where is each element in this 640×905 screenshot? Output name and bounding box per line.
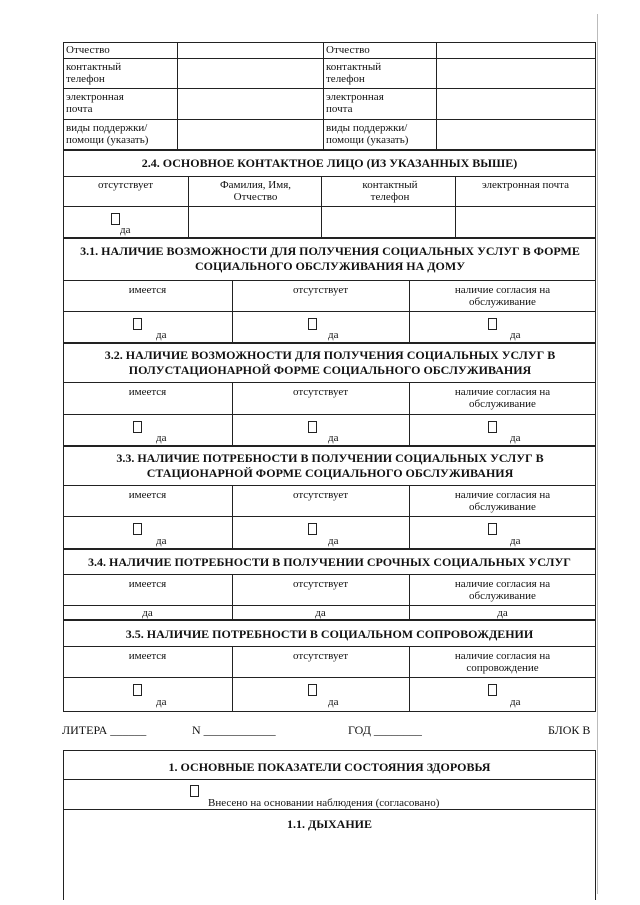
consent-checkbox[interactable] <box>488 523 497 535</box>
col-absent: отсутствует <box>292 284 349 296</box>
phone-label-right: контактный телефон <box>326 61 382 85</box>
yes-label: да <box>328 535 339 547</box>
yes-label: да <box>328 432 339 444</box>
section-3-2-title: 3.2. НАЛИЧИЕ ВОЗМОЖНОСТИ ДЛЯ ПОЛУЧЕНИЯ СОЦИАЛЬНЫХ УСЛУГ В ПОЛУСТАЦИОНАРНОЙ ФОРМЕ СОЦИАЛЬНОГО ОБСЛУЖИВАНИЯ <box>104 348 556 377</box>
col-consent: наличие согласия на обслуживание <box>454 284 551 308</box>
yes-label: да <box>120 224 131 236</box>
absent-checkbox[interactable] <box>308 421 317 433</box>
phone-label-left: контактный телефон <box>66 61 122 85</box>
yes-label: да <box>156 329 167 341</box>
absent-checkbox[interactable] <box>308 523 317 535</box>
consent-checkbox[interactable] <box>488 684 497 696</box>
col-available: имеется <box>128 578 167 590</box>
health-section-title: 1. ОСНОВНЫЕ ПОКАЗАТЕЛИ СОСТОЯНИЯ ЗДОРОВЬЯ <box>168 760 491 774</box>
yes-label: да <box>156 696 167 708</box>
absent-checkbox[interactable] <box>308 684 317 696</box>
observation-note: Внесено на основании наблюдения (согласовано) <box>208 797 440 809</box>
available-checkbox[interactable] <box>133 421 142 433</box>
col-available: имеется <box>128 650 167 662</box>
section-3-1-title: 3.1. НАЛИЧИЕ ВОЗМОЖНОСТИ ДЛЯ ПОЛУЧЕНИЯ СОЦИАЛЬНЫХ УСЛУГ В ФОРМЕ СОЦИАЛЬНОГО ОБСЛУЖИВАНИЯ НА ДОМУ <box>80 244 580 273</box>
col-absent: отсутствует <box>292 578 349 590</box>
col-absent: отсутствует <box>97 179 154 191</box>
available-checkbox[interactable] <box>133 523 142 535</box>
yes-label: да <box>156 432 167 444</box>
col-available: имеется <box>128 386 167 398</box>
available-checkbox[interactable] <box>133 684 142 696</box>
support-label-right: виды поддержки/ помощи (указать) <box>326 122 409 146</box>
absent-checkbox[interactable] <box>111 213 120 225</box>
col-consent: наличие согласия на обслуживание <box>454 386 551 410</box>
available-checkbox[interactable] <box>133 318 142 330</box>
col-absent: отсутствует <box>292 489 349 501</box>
yes-label: да <box>510 696 521 708</box>
yes-label: да <box>510 432 521 444</box>
col-available: имеется <box>128 489 167 501</box>
email-label-left: электронная почта <box>66 91 124 115</box>
block-label: БЛОК В <box>548 723 591 737</box>
col-fio: Фамилия, Имя, Отчество <box>219 179 292 203</box>
section-3-4-title: 3.4. НАЛИЧИЕ ПОТРЕБНОСТИ В ПОЛУЧЕНИИ СРОЧНЫХ СОЦИАЛЬНЫХ УСЛУГ <box>88 555 571 569</box>
consent-checkbox[interactable] <box>488 421 497 433</box>
section-3-5-title: 3.5. НАЛИЧИЕ ПОТРЕБНОСТИ В СОЦИАЛЬНОМ СОПРОВОЖДЕНИИ <box>125 627 534 641</box>
section-2-4-title: 2.4. ОСНОВНОЕ КОНТАКТНОЕ ЛИЦО (ИЗ УКАЗАННЫХ ВЫШЕ) <box>141 156 518 170</box>
observation-checkbox[interactable] <box>190 785 199 797</box>
litera-field[interactable]: ЛИТЕРА ______ <box>62 723 147 737</box>
col-contact-phone: контактный телефон <box>362 179 418 203</box>
yes-label: да <box>142 607 153 619</box>
patronymic-label-right: Отчество <box>326 44 370 56</box>
yes-label: да <box>497 607 508 619</box>
yes-label: да <box>510 329 521 341</box>
yes-label: да <box>156 535 167 547</box>
email-label-right: электронная почта <box>326 91 384 115</box>
col-consent: наличие согласия на обслуживание <box>454 489 551 513</box>
col-absent: отсутствует <box>292 386 349 398</box>
year-field[interactable]: ГОД ________ <box>348 723 422 737</box>
yes-label: да <box>328 696 339 708</box>
col-absent: отсутствует <box>292 650 349 662</box>
yes-label: да <box>510 535 521 547</box>
col-email: электронная почта <box>482 179 569 191</box>
patronymic-label-left: Отчество <box>66 44 110 56</box>
section-3-3-title: 3.3. НАЛИЧИЕ ПОТРЕБНОСТИ В ПОЛУЧЕНИИ СОЦИАЛЬНЫХ УСЛУГ В СТАЦИОНАРНОЙ ФОРМЕ СОЦИАЛЬНОГО ОБСЛУЖИВАНИЯ <box>116 451 544 480</box>
support-label-left: виды поддержки/ помощи (указать) <box>66 122 149 146</box>
col-accompaniment-consent: наличие согласия на сопровождение <box>454 650 551 674</box>
number-field[interactable]: N ____________ <box>192 723 276 737</box>
page-edge <box>597 14 598 894</box>
breathing-subtitle: 1.1. ДЫХАНИЕ <box>286 817 373 831</box>
consent-checkbox[interactable] <box>488 318 497 330</box>
yes-label: да <box>315 607 326 619</box>
absent-checkbox[interactable] <box>308 318 317 330</box>
col-consent: наличие согласия на обслуживание <box>454 578 551 602</box>
yes-label: да <box>328 329 339 341</box>
col-available: имеется <box>128 284 167 296</box>
